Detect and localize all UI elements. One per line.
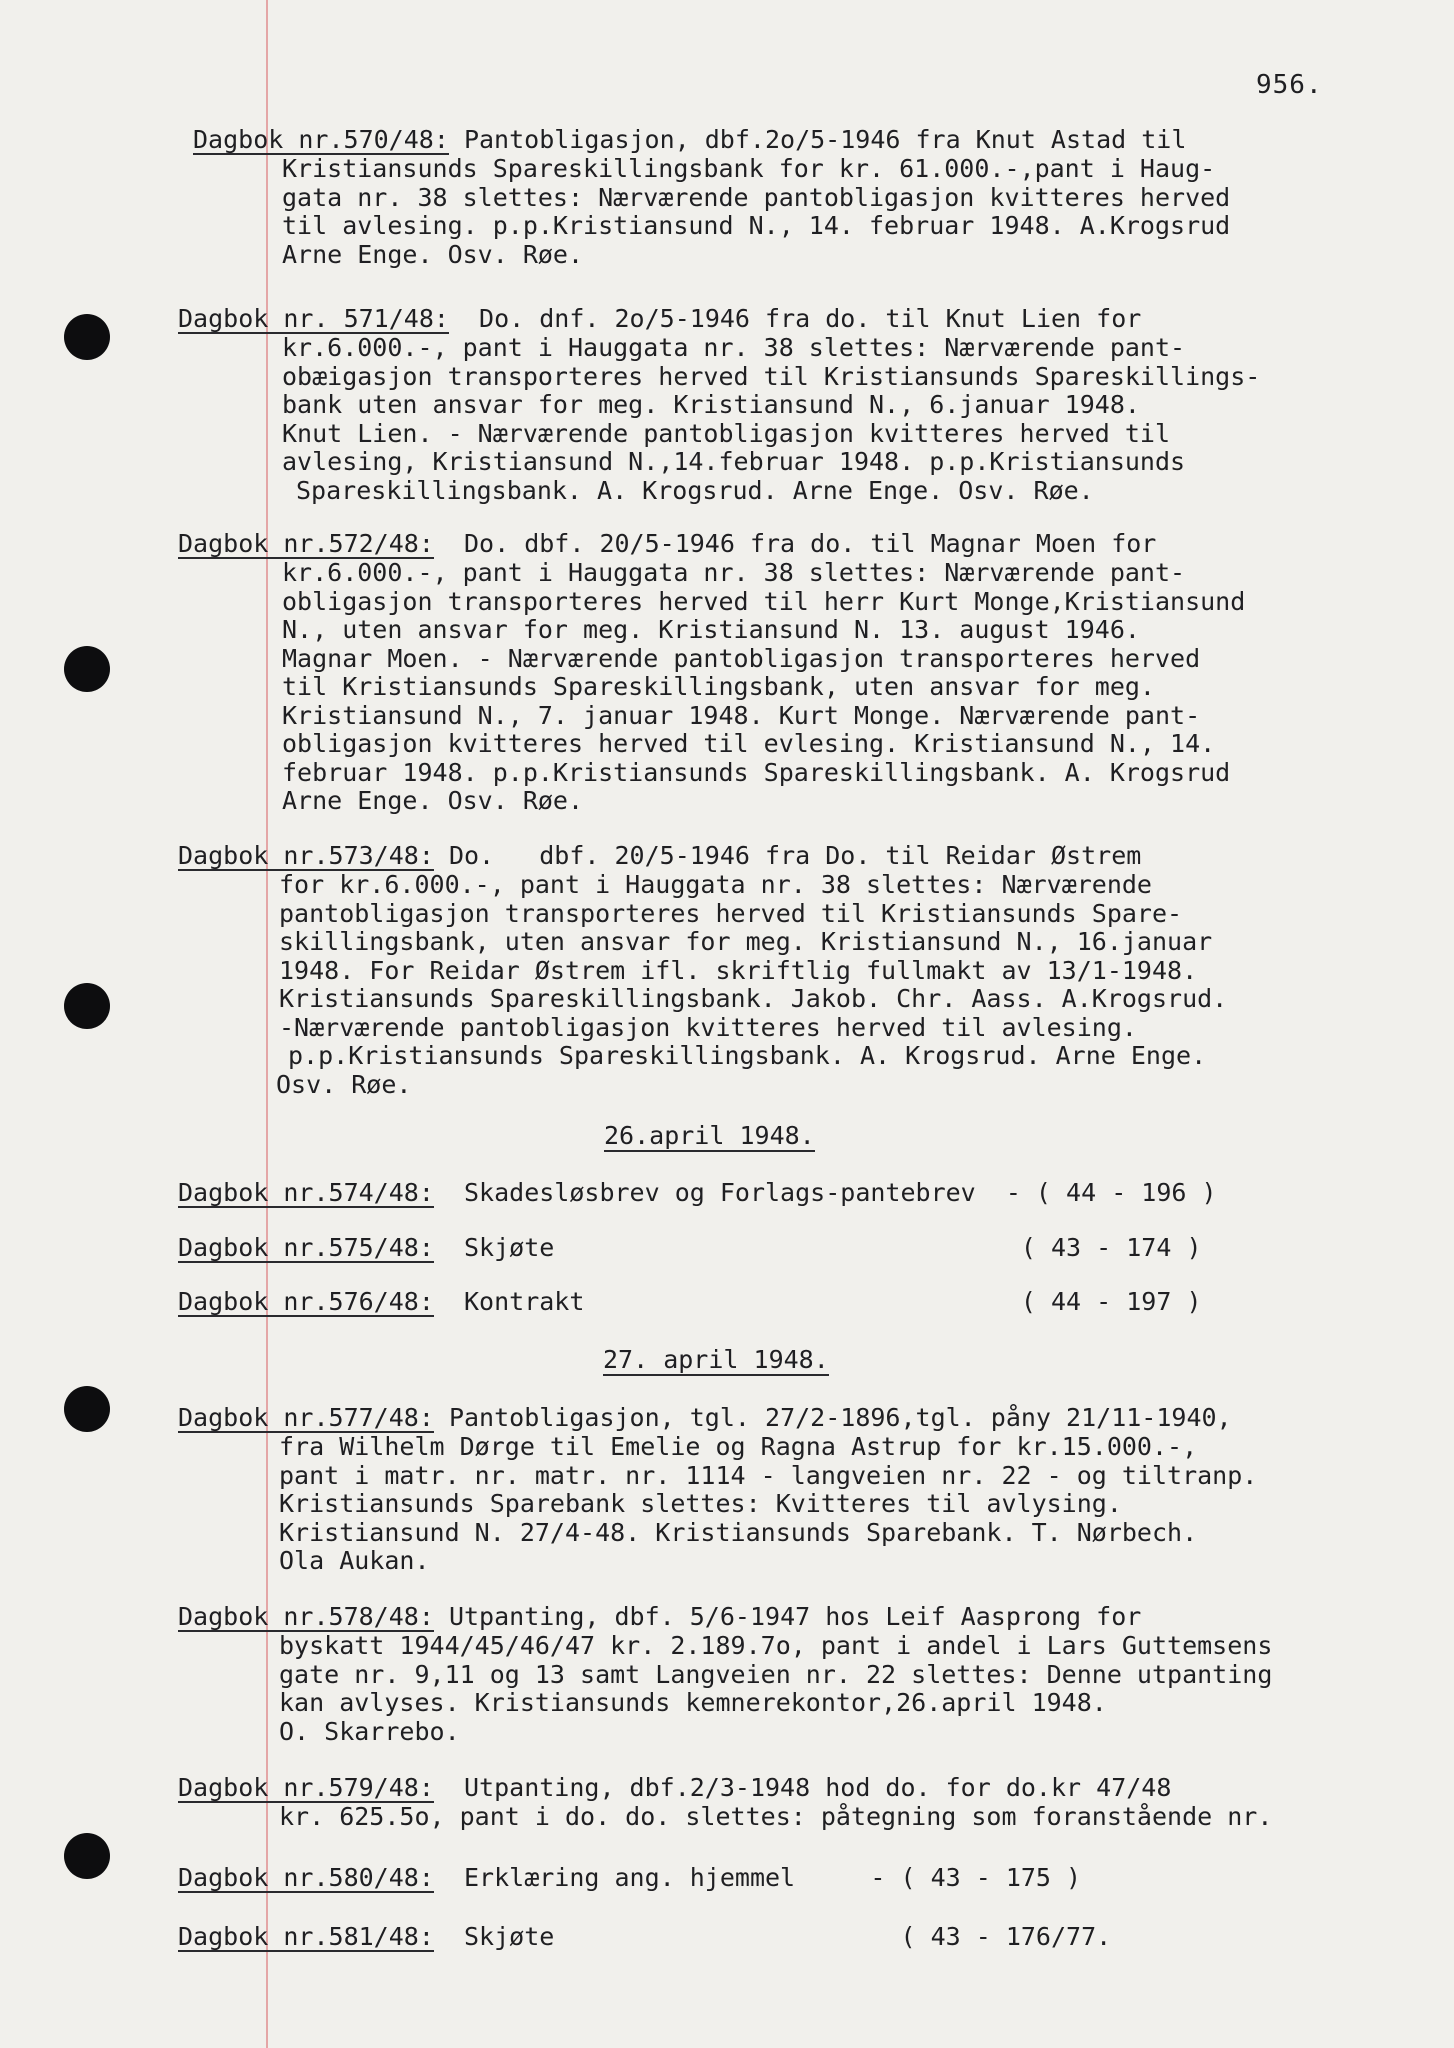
journal-entry-short	[178, 1233, 1428, 1263]
entry-first-line: Utpanting, dbf.2/3-1948 hod do. for do.kr 47/48	[463, 1773, 1172, 1802]
entry-line: Magnar Moen. - Nærværende pantobligasjon transporteres herved	[282, 643, 1201, 673]
journal-entry	[178, 1404, 1428, 1576]
entry-line: Spareskillingsbank. A. Krogsrud. Arne Enge. Osv. Røe.	[296, 475, 1094, 505]
entry-line: Arne Enge. Osv. Røe.	[282, 786, 584, 815]
entry-label: Dagbok nr.574/48:	[178, 1178, 434, 1207]
date-heading: 26.april 1948.	[604, 1121, 815, 1150]
entry-line: Kristiansunds Sparebank slettes: Kvitteres til avlysing.	[279, 1489, 1122, 1518]
journal-entry	[178, 305, 1428, 505]
entry-line: februar 1948. p.p.Kristiansunds Spareskillingsbank. A. Krogsrud	[282, 757, 1231, 787]
binder-hole	[64, 1833, 110, 1879]
entry-first-line: Pantobligasjon, dbf.2o/5-1946 fra Knut Astad til	[463, 125, 1187, 154]
binder-hole	[64, 1386, 110, 1432]
entry-text: Kontrakt ( 44 - 197 )	[463, 1287, 1202, 1316]
entry-first-line: Do. dbf. 20/5-1946 fra Do. til Reidar Østrem	[448, 841, 1142, 870]
journal-entry-short	[178, 1178, 1428, 1208]
entry-line: 1948. For Reidar Østrem ifl. skriftlig fullmakt av 13/1-1948.	[279, 955, 1198, 985]
entry-line: skillingsbank, uten ansvar for meg. Kristiansund N., 16.januar	[279, 927, 1213, 956]
entry-line: kr.6.000.-, pant i Hauggata nr. 38 slettes: Nærværende pant-	[282, 333, 1186, 362]
entry-first-line: Pantobligasjon, tgl. 27/2-1896,tgl. påny 21/11-1940,	[448, 1403, 1232, 1432]
entry-line: obæigasjon transporteres herved til Kristiansunds Spareskillings-	[282, 361, 1261, 391]
entry-first-line: Do. dbf. 20/5-1946 fra do. til Magnar Moen for	[463, 529, 1157, 558]
entry-line: O. Skarrebo.	[279, 1716, 460, 1746]
entry-line: Ola Aukan.	[279, 1546, 430, 1575]
entry-first-line: Utpanting, dbf. 5/6-1947 hos Leif Aasprong for	[448, 1602, 1142, 1631]
entry-line: Kristiansunds Spareskillingsbank. Jakob. Chr. Aass. A.Krogsrud.	[279, 984, 1228, 1013]
entry-line: Osv. Røe.	[276, 1069, 412, 1099]
entry-line: Kristiansund N., 7. januar 1948. Kurt Monge. Nærværende pant-	[282, 700, 1201, 730]
entry-label: Dagbok nr.578/48:	[178, 1602, 434, 1631]
entry-line: bank uten ansvar for meg. Kristiansund N., 6.januar 1948.	[282, 390, 1140, 419]
journal-entry	[193, 126, 1443, 269]
entry-line: kr. 625.5o, pant i do. do. slettes: påtegning som foranstående nr.	[279, 1802, 1273, 1831]
entry-line: fra Wilhelm Dørge til Emelie og Ragna Astrup for kr.15.000.-,	[279, 1432, 1198, 1461]
date-heading: 27. april 1948.	[603, 1345, 829, 1374]
entry-line: pantobligasjon transporteres herved til Kristiansunds Spare-	[279, 898, 1183, 928]
entry-line: kan avlyses. Kristiansunds kemnerekontor,26.april 1948.	[279, 1688, 1107, 1717]
entry-line: for kr.6.000.-, pant i Hauggata nr. 38 slettes: Nærværende	[279, 870, 1152, 899]
entry-line: Knut Lien. - Nærværende pantobligasjon kvitteres herved til	[282, 418, 1171, 448]
binder-hole	[64, 983, 110, 1029]
entry-line: kr.6.000.-, pant i Hauggata nr. 38 slettes: Nærværende pant-	[282, 558, 1186, 587]
entry-line: gate nr. 9,11 og 13 samt Langveien nr. 22 slettes: Denne utpanting	[279, 1659, 1273, 1689]
entry-line: byskatt 1944/45/46/47 kr. 2.189.7o, pant i andel i Lars Guttemsens	[279, 1631, 1273, 1660]
entry-line: gata nr. 38 slettes: Nærværende pantobligasjon kvitteres herved	[282, 182, 1231, 212]
entry-line: pant i matr. nr. matr. nr. 1114 - langveien nr. 22 - og tiltranp.	[279, 1460, 1258, 1490]
entry-line: avlesing, Kristiansund N.,14.februar 1948. p.p.Kristiansunds	[282, 447, 1186, 476]
journal-entry	[178, 842, 1428, 1099]
entry-label: Dagbok nr.581/48:	[178, 1922, 434, 1951]
journal-entry	[178, 1603, 1428, 1746]
entry-label: Dagbok nr.577/48:	[178, 1403, 434, 1432]
entry-label: Dagbok nr.580/48:	[178, 1863, 434, 1892]
entry-label: Dagbok nr.573/48:	[178, 841, 434, 870]
entry-label: Dagbok nr.572/48:	[178, 529, 434, 558]
entry-label: Dagbok nr.576/48:	[178, 1287, 434, 1316]
entry-first-line: Do. dnf. 2o/5-1946 fra do. til Knut Lien for	[479, 304, 1142, 333]
entry-line: obligasjon kvitteres herved til evlesing. Kristiansund N., 14.	[282, 729, 1216, 758]
page-number: 956.	[1256, 70, 1323, 100]
journal-entry-short	[178, 1863, 1428, 1893]
binder-hole	[64, 314, 110, 360]
journal-entry-short	[178, 1922, 1428, 1952]
entry-label: Dagbok nr. 571/48:	[178, 304, 449, 333]
entry-label: Dagbok nr.570/48:	[193, 125, 449, 154]
journal-entry	[178, 530, 1428, 816]
entry-line: -Nærværende pantobligasjon kvitteres herved til avlesing.	[279, 1012, 1137, 1042]
entry-line: til avlesing. p.p.Kristiansund N., 14. februar 1948. A.Krogsrud	[282, 211, 1231, 240]
entry-label: Dagbok nr.575/48:	[178, 1233, 434, 1262]
entry-line: Arne Enge. Osv. Røe.	[282, 239, 584, 269]
entry-text: Skjøte ( 43 - 174 )	[463, 1233, 1202, 1262]
journal-entry-short	[178, 1287, 1428, 1317]
entry-text: Skjøte ( 43 - 176/77.	[463, 1922, 1112, 1951]
entry-line: N., uten ansvar for meg. Kristiansund N. 13. august 1946.	[282, 615, 1140, 644]
entry-line: til Kristiansunds Spareskillingsbank, uten ansvar for meg.	[282, 672, 1155, 701]
binder-hole	[64, 646, 110, 692]
journal-entry	[178, 1774, 1428, 1832]
entry-line: obligasjon transporteres herved til herr Kurt Monge,Kristiansund	[282, 586, 1246, 616]
entry-line: Kristiansunds Spareskillingsbank for kr. 61.000.-,pant i Haug-	[282, 154, 1216, 183]
entry-label: Dagbok nr.579/48:	[178, 1773, 434, 1802]
entry-text: Erklæring ang. hjemmel - ( 43 - 175 )	[463, 1863, 1082, 1892]
entry-line: Kristiansund N. 27/4-48. Kristiansunds Sparebank. T. Nørbech.	[279, 1517, 1198, 1547]
entry-line: p.p.Kristiansunds Spareskillingsbank. A. Krogsrud. Arne Enge.	[288, 1041, 1207, 1070]
entry-text: Skadesløsbrev og Forlags-pantebrev - ( 44 - 196 )	[463, 1178, 1217, 1207]
